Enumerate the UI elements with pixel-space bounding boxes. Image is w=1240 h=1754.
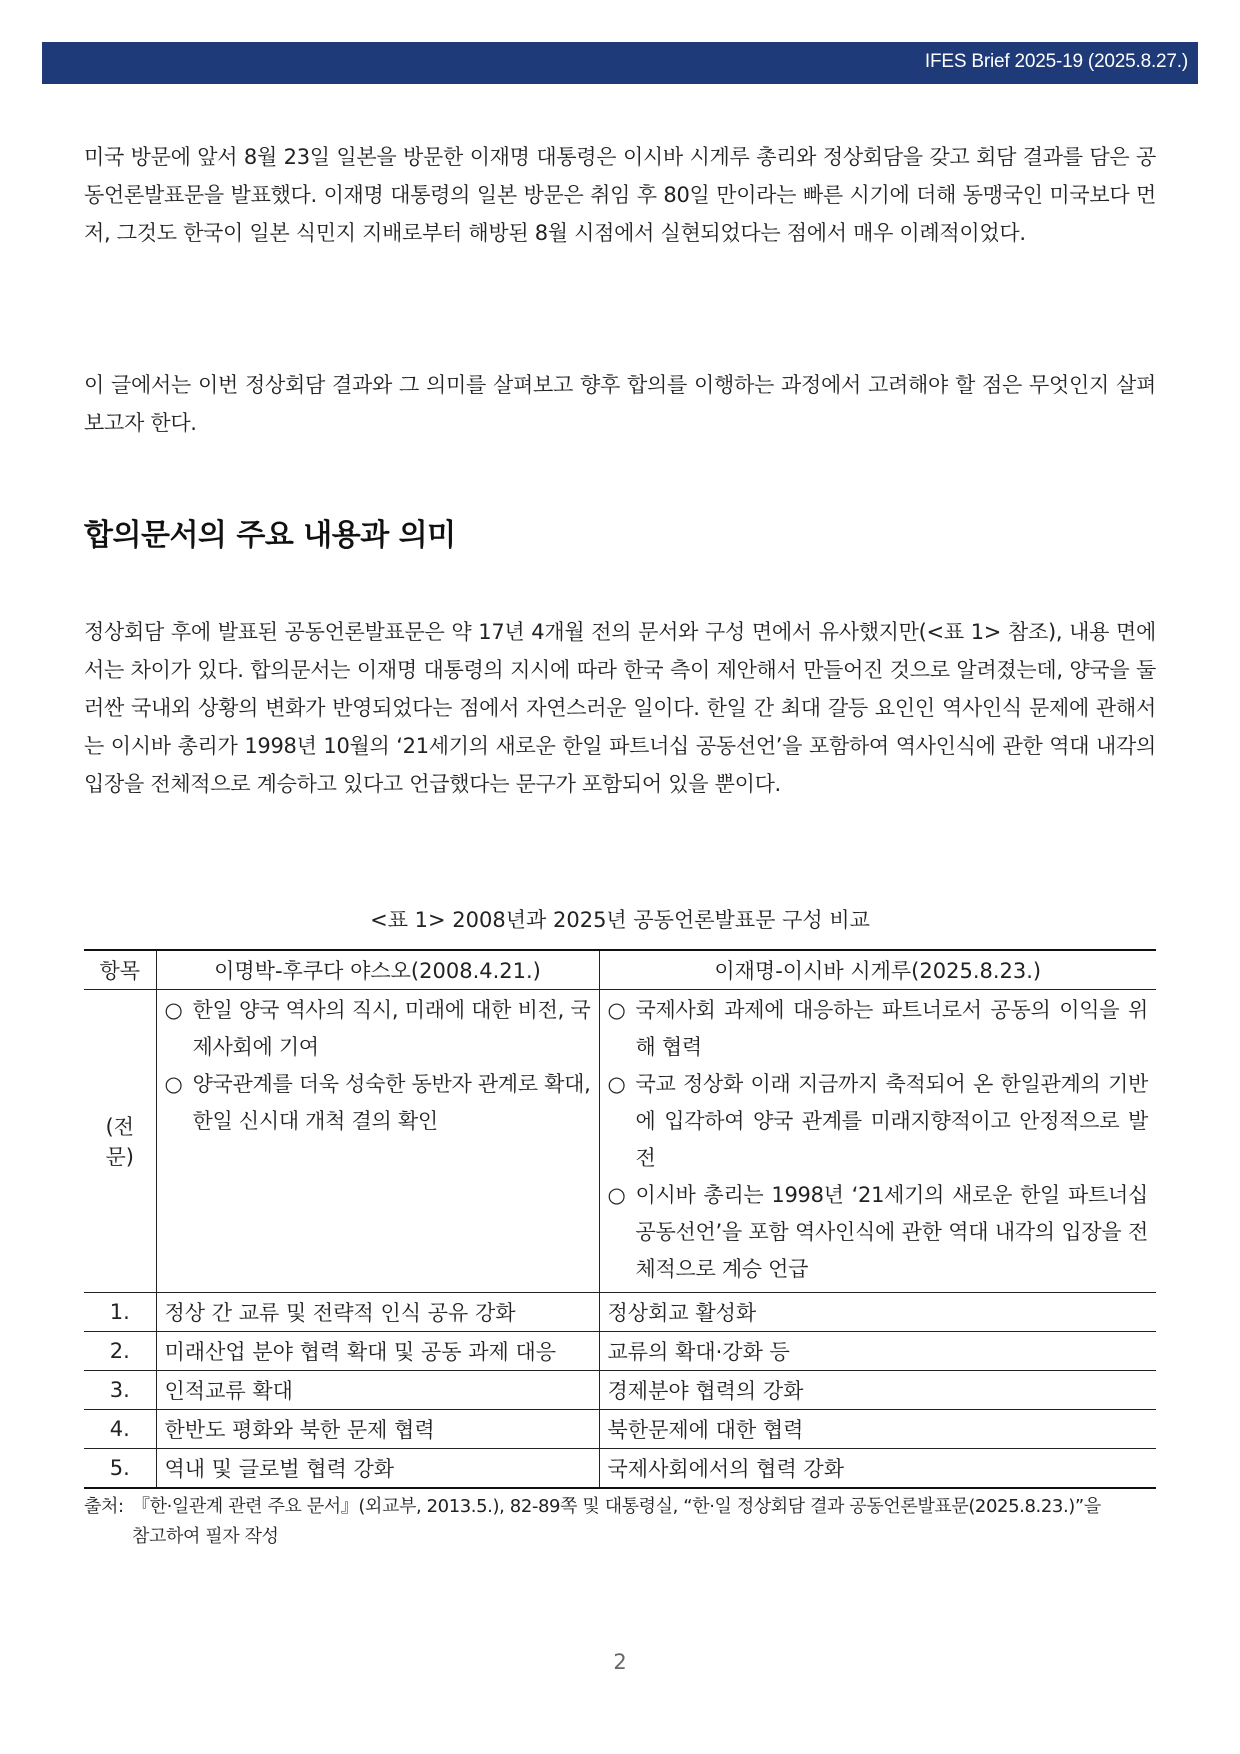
preamble-label: (전문) (84, 990, 156, 1293)
header-bar (42, 42, 1198, 84)
list-item: ○ 이시바 총리는 1998년 ‘21세기의 새로운 한일 파트너십 공동선언’을 포함 역사인식에 관한 역대 내각의 입장을 전체적으로 계승 언급 (608, 1177, 1149, 1288)
table-row: 5. 역내 및 글로벌 협력 강화 국제사회에서의 협력 강화 (84, 1449, 1156, 1489)
source-text-line1: 『한·일관계 관련 주요 문서』(외교부, 2013.5.), 82-89쪽 및 대통령실, “한·일 정상회담 결과 공동언론발표문(2025.8.23.)”을 (132, 1496, 1101, 1517)
source-text-line2: 참고하여 필자 작성 (132, 1526, 279, 1547)
table-row: 2. 미래산업 분야 협력 확대 및 공동 과제 대응 교류의 확대·강화 등 (84, 1332, 1156, 1371)
list-item: ○ 한일 양국 역사의 직시, 미래에 대한 비전, 국제사회에 기여 (165, 992, 591, 1066)
circle-bullet-icon: ○ (607, 1183, 626, 1207)
section-title: 합의문서의 주요 내용과 의미 (84, 518, 456, 553)
comparison-table (84, 949, 1156, 1489)
table-row: 1. 정상 간 교류 및 전략적 인식 공유 강화 정상회교 활성화 (84, 1293, 1156, 1332)
body-paragraph-2: 이 글에서는 이번 정상회담 결과와 그 의미를 살펴보고 향후 합의를 이행하는 과정에서 고려해야 할 점은 무엇인지 살펴보고자 한다. (84, 373, 1156, 435)
source-label: 출처: (84, 1496, 124, 1517)
circle-bullet-icon: ○ (607, 1072, 626, 1096)
header-2008: 이명박-후쿠다 야스오(2008.4.21.) (156, 950, 599, 990)
list-item: ○ 국제사회 과제에 대응하는 파트너로서 공동의 이익을 위해 협력 (608, 992, 1149, 1066)
table-row: 3. 인적교류 확대 경제분야 협력의 강화 (84, 1371, 1156, 1410)
table-row: 4. 한반도 평화와 북한 문제 협력 북한문제에 대한 협력 (84, 1410, 1156, 1449)
table-header-row (84, 950, 1156, 990)
circle-bullet-icon: ○ (164, 998, 183, 1022)
header-item: 항목 (84, 950, 156, 990)
preamble-row (84, 990, 1156, 1293)
circle-bullet-icon: ○ (607, 998, 626, 1022)
circle-bullet-icon: ○ (164, 1072, 183, 1096)
list-item: ○ 국교 정상화 이래 지금까지 축적되어 온 한일관계의 기반에 입각하여 양국 관계를 미래지향적이고 안정적으로 발전 (608, 1066, 1149, 1177)
preamble-2025-cell (599, 990, 1156, 1293)
body-paragraph-3: 정상회담 후에 발표된 공동언론발표문은 약 17년 4개월 전의 문서와 구성 면에서 유사했지만(<표 1> 참조), 내용 면에서는 차이가 있다. 합의문서는 이재명 대통령의 지시에 따라 한국 측이 제안해서 만들어진 것으로 알려졌는데, 양국을 둘러싼 국내외 상황의 변화가 반영되었다는 점에서 자연스러운 일이다. 한일 간 최대 갈등 요인인 역사인식 문제에 관해서는 이시바 총리가 1998년 10월의 ‘21세기의 새로운 한일 파트너십 공동선언’을 포함하여 역사인식에 관한 역대 내각의 입장을 전체적으로 계승하고 있다고 언급했다는 문구가 포함되어 있을 뿐이다. (84, 620, 1156, 796)
page-number: 2 (613, 1650, 627, 1674)
body-paragraph-1: 미국 방문에 앞서 8월 23일 일본을 방문한 이재명 대통령은 이시바 시게루 총리와 정상회담을 갖고 회담 결과를 담은 공동언론발표문을 발표했다. 이재명 대통령의 일본 방문은 취임 후 80일 만이라는 빠른 시기에 더해 동맹국인 미국보다 먼저, 그것도 한국이 일본 식민지 지배로부터 해방된 8월 시점에서 실현되었다는 점에서 매우 이례적이었다. (84, 145, 1156, 245)
source-note (84, 1492, 1164, 1552)
brief-label: IFES Brief 2025-19 (2025.8.27.) (924, 51, 1188, 72)
preamble-2008-cell (156, 990, 599, 1293)
list-item: ○ 양국관계를 더욱 성숙한 동반자 관계로 확대, 한일 신시대 개척 결의 확인 (165, 1066, 591, 1140)
table-caption: <표 1> 2008년과 2025년 공동언론발표문 구성 비교 (370, 908, 870, 932)
header-2025: 이재명-이시바 시게루(2025.8.23.) (599, 950, 1156, 990)
